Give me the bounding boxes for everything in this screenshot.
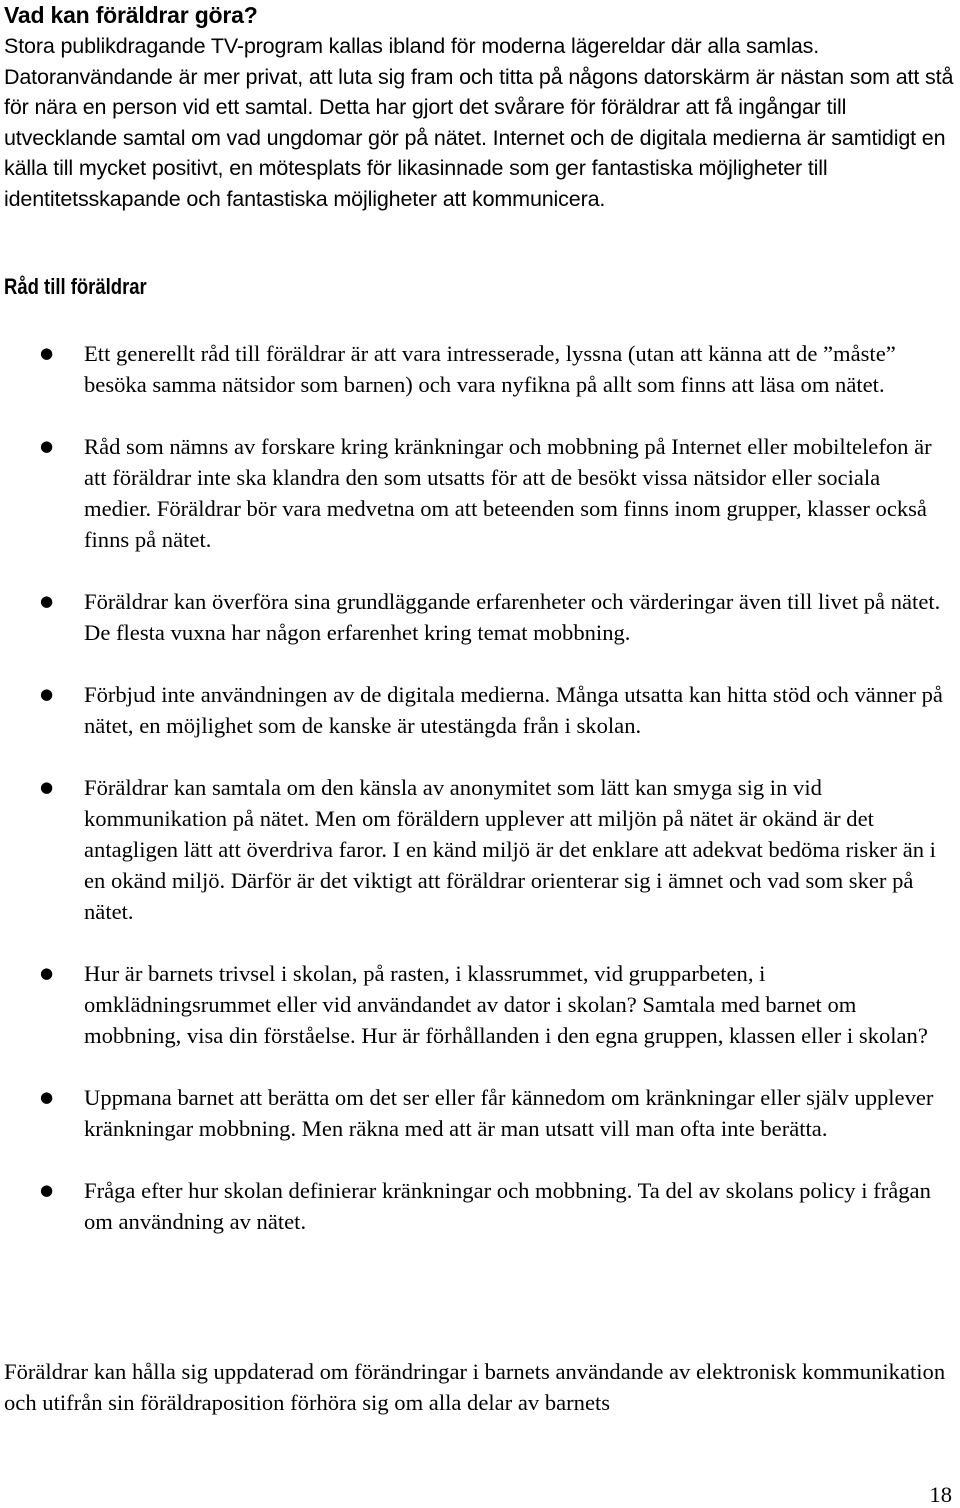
advice-item-text: Hur är barnets trivsel i skolan, på rasten, i klassrummet, vid grupparbeten, i omklädningsrummet eller vid användandet av dator i skolan? Samtala med barnet om mobbning, visa din förståelse. Hur är förhållanden i den egna gruppen, klassen eller i skolan?	[84, 961, 928, 1048]
section-heading: Vad kan föräldrar göra?	[4, 2, 258, 28]
advice-item-text: Föräldrar kan överföra sina grundläggande erfarenheter och värderingar även till livet på nätet. De flesta vuxna har någon erfarenhet kring temat mobbning.	[84, 589, 941, 645]
advice-item-text: Fråga efter hur skolan definierar kränkningar och mobbning. Ta del av skolans policy i frågan om användning av nätet.	[84, 1178, 931, 1234]
advice-subheading: Råd till föräldrar	[4, 274, 147, 299]
intro-paragraph: Stora publikdragande TV-program kallas ibland för moderna lägereldar där alla samlas. Datoranvändande är mer privat, att luta sig fram och titta på någons datorskärm är nästan som att stå för nära en person vid ett samtal. Detta har gjort det svårare för föräldrar att få ingångar till utvecklande samtal om vad ungdomar gör på nätet. Internet och de digitala medierna är samtidigt en källa till mycket positivt, en mötesplats för likasinnade som ger fantastiska möjligheter till identitetsskapande och fantastiska möjligheter att kommunicera.	[4, 34, 954, 211]
bullet-icon: ●	[40, 344, 54, 362]
advice-item	[0, 958, 960, 1051]
advice-list	[0, 338, 960, 1237]
advice-item	[0, 431, 960, 555]
advice-item-text: Råd som nämns av forskare kring kränkningar och mobbning på Internet eller mobiltelefon är att föräldrar inte ska klandra den som utsatts för att de besökt vissa nätsidor eller sociala medier. Föräldrar bör vara medvetna om att beteenden som finns inom grupper, klasser också finns på nätet.	[84, 434, 932, 552]
advice-item	[0, 772, 960, 927]
advice-item-text: Ett generellt råd till föräldrar är att vara intresserade, lyssna (utan att känna att de ”måste” besöka samma nätsidor som barnen) och vara nyfikna på allt som finns att läsa om nätet.	[84, 341, 896, 397]
bullet-icon: ●	[40, 1088, 54, 1106]
bullet-icon: ●	[40, 685, 54, 703]
advice-item	[0, 1082, 960, 1144]
bullet-icon: ●	[40, 437, 54, 455]
advice-item-text: Föräldrar kan samtala om den känsla av anonymitet som lätt kan smyga sig in vid kommunikation på nätet. Men om föräldern upplever att miljön på nätet är okänd är det antagligen lätt att överdriva faror. I en känd miljö är det enklare att adekvat bedöma risker än i en okänd miljö. Därför är det viktigt att föräldrar orienterar sig i ämnet och vad som sker på nätet.	[84, 775, 936, 924]
bullet-icon: ●	[40, 964, 54, 982]
advice-item	[0, 1175, 960, 1237]
bullet-icon: ●	[40, 778, 54, 796]
advice-item	[0, 679, 960, 741]
advice-item	[0, 338, 960, 400]
closing-paragraph: Föräldrar kan hålla sig uppdaterad om förändringar i barnets användande av elektronisk kommunikation och utifrån sin föräldraposition förhöra sig om alla delar av barnets	[4, 1359, 946, 1415]
page-number: 18	[929, 1482, 952, 1507]
bullet-icon: ●	[40, 592, 54, 610]
advice-item	[0, 586, 960, 648]
advice-item-text: Uppmana barnet att berätta om det ser eller får kännedom om kränkningar eller själv upplever kränkningar mobbning. Men räkna med att är man utsatt vill man ofta inte berätta.	[84, 1085, 934, 1141]
advice-item-text: Förbjud inte användningen av de digitala medierna. Många utsatta kan hitta stöd och vänner på nätet, en möjlighet som de kanske är utestängda från i skolan.	[84, 682, 943, 738]
bullet-icon: ●	[40, 1181, 54, 1199]
